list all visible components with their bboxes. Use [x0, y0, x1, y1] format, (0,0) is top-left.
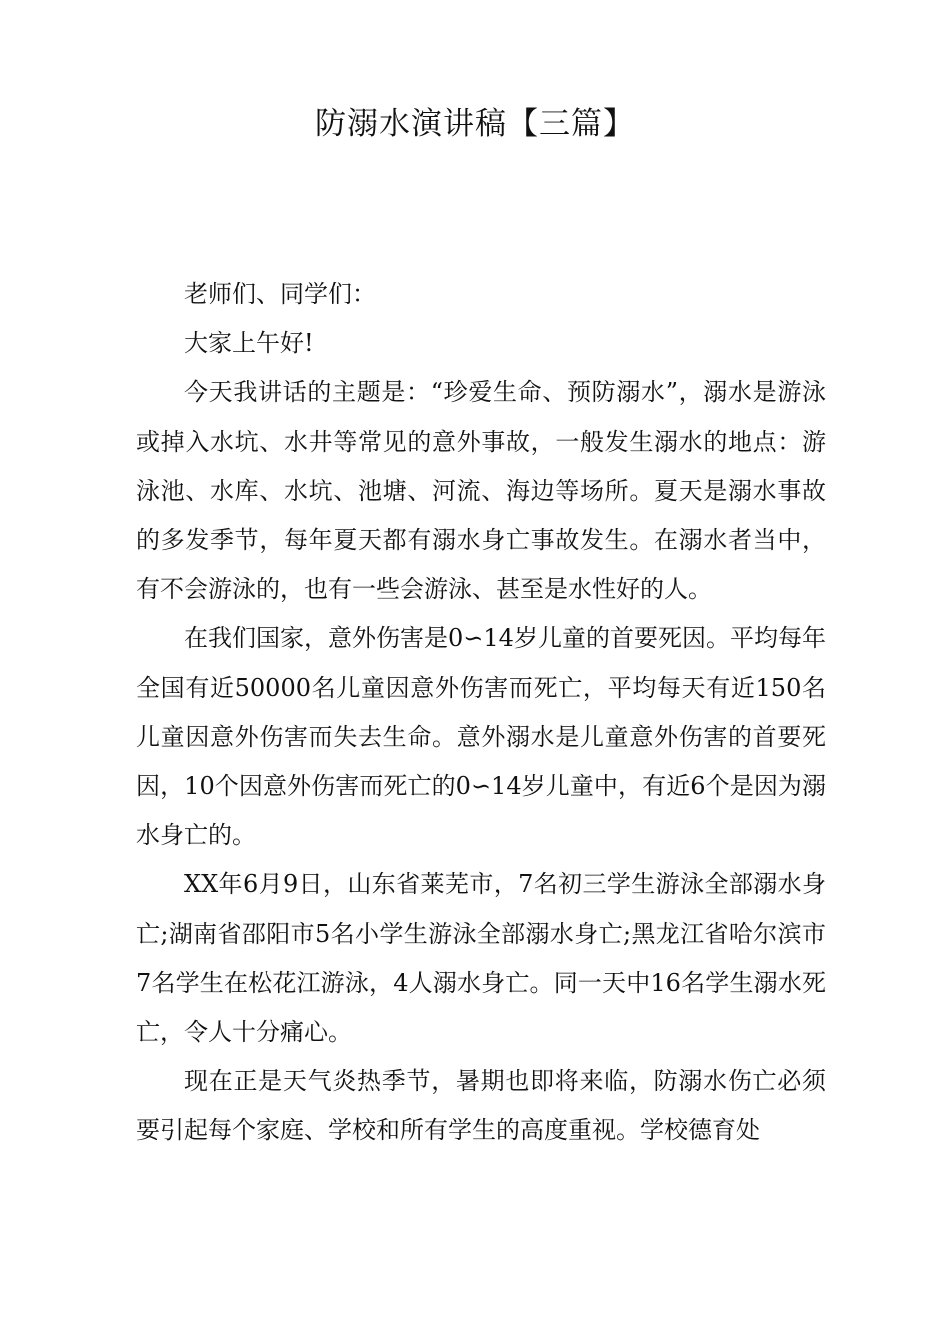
salutation-paragraph: 大家上午好! [184, 329, 314, 358]
greeting-paragraph: 老师们、同学们： [184, 280, 376, 308]
body-paragraph: XX年6月9日，山东省莱芜市，7名初三学生游泳全部溺水身亡;湖南省邵阳市5名小学生游泳全部溺水身亡;黑龙江省哈尔滨市7名学生在松花江游泳，4人溺水身亡。同一天中16名学生溺水死亡，令人十分痛心。 [136, 870, 826, 1047]
body-paragraph: 今天我讲话的主题是：“珍爱生命、预防溺水”，溺水是游泳或掉入水坑、水井等常见的意外事故，一般发生溺水的地点：游泳池、水库、水坑、池塘、河流、海边等场所。夏天是溺水事故的多发季节，每年夏天都有溺水身亡事故发生。在溺水者当中，有不会游泳的，也有一些会游泳、甚至是水性好的人。 [136, 378, 826, 604]
body-paragraph: 现在正是天气炎热季节，暑期也即将来临，防溺水伤亡必须要引起每个家庭、学校和所有学生的高度重视。学校德育处 [136, 1067, 826, 1145]
body-paragraph: 在我们国家，意外伤害是0∽14岁儿童的首要死因。平均每年全国有近50000名儿童因意外伤害而死亡，平均每天有近150名儿童因意外伤害而失去生命。意外溺水是儿童意外伤害的首要死因，10个因意外伤害而死亡的0∽14岁儿童中，有近6个是因为溺水身亡的。 [136, 624, 826, 850]
document-title: 防溺水演讲稿【三篇】 [315, 106, 635, 142]
document-body [136, 270, 826, 1156]
